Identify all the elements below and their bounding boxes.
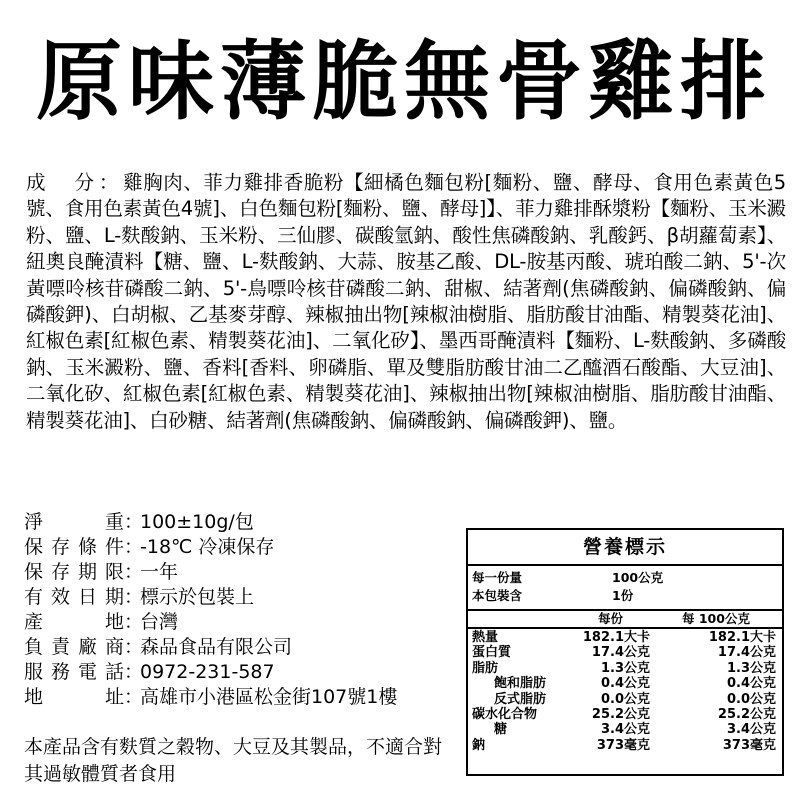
nutrition-column-headers <box>468 611 782 629</box>
nutrition-title: 營養標示 <box>468 530 782 566</box>
ingredients-list: 雞胸肉、菲力雞排香脆粉【細橘色麵包粉[麵粉、鹽、酵母、食用色素黃色5號、食用色素黃色4號]、白色麵包粉[麵粉、鹽、酵母]】、菲力雞排酥漿粉【麵粉、玉米澱粉、鹽、L-麩酸鈉、玉米粉、三仙膠、碳酸氫鈉、酸性焦磷酸鈉、乳酸鈣、β胡蘿蔔素】、紐奧良醃漬料【糖、鹽、L-麩酸鈉、大蒜、胺基乙酸、DL-胺基丙酸、琥珀酸二鈉、5'-次黃嘌呤核苷磷酸二鈉、5'-鳥嘌呤核苷磷酸二鈉、甜椒、結著劑(焦磷酸鈉、偏磷酸鈉、偏磷酸鉀)、白胡椒、乙基麥芽醇、辣椒抽出物[辣椒油樹脂、脂肪酸甘油酯、精製葵花油]、紅椒色素[紅椒色素、精製葵花油]、二氧化矽】、墨西哥醃漬料【麵粉、L-麩酸鈉、多磷酸鈉、玉米澱粉、鹽、香料[香料、卵磷脂、單及雙脂肪酸甘油二乙醯酒石酸酯、大豆油]、二氧化矽、紅椒色素[紅椒色素、精製葵花油]、辣椒抽出物[辣椒油樹脂、脂肪酸甘油酯、精製葵花油]、白砂糖、結著劑(焦磷酸鈉、偏磷酸鈉、偏磷酸鉀)、鹽。 <box>26 171 786 432</box>
nutrient-per-serving: 373毫克 <box>596 737 650 753</box>
ingredients-text <box>26 170 786 434</box>
info-row-expiry <box>24 585 464 610</box>
allergen-notice: 本產品含有麩質之穀物、大豆及其製品，不適合對其過敏體質者食用 <box>24 736 443 785</box>
nutrient-name: 飽和脂肪 <box>494 676 547 692</box>
nutrient-name: 碳水化合物 <box>472 706 538 722</box>
nutrient-per-serving: 182.1大卡 <box>582 630 650 645</box>
info-key: 淨 重 <box>24 511 124 533</box>
nutrient-name: 反式脂肪 <box>494 691 547 707</box>
info-key: 有效日期 <box>24 586 124 608</box>
ingredients-label: 成 分： <box>26 171 124 194</box>
info-key: 產 地 <box>24 611 124 633</box>
info-colon: ： <box>124 536 144 558</box>
nutrient-per-100g: 0.4公克 <box>726 676 776 692</box>
nutrient-per-100g: 182.1大卡 <box>708 630 776 645</box>
serving-size-label: 每一份量 <box>472 570 523 585</box>
nutrient-per-100g: 17.4公克 <box>717 645 776 661</box>
info-colon: ： <box>124 611 144 633</box>
info-value: 100±10g/包 <box>140 511 254 533</box>
info-value: 標示於包裝上 <box>140 586 255 608</box>
nutrition-row-saturated-fat <box>472 676 778 691</box>
product-info <box>24 510 464 710</box>
info-key: 地 址 <box>24 686 124 708</box>
info-colon: ： <box>124 661 144 683</box>
info-colon: ： <box>124 686 144 708</box>
info-row-storage <box>24 535 464 560</box>
info-key: 服務電話 <box>24 661 124 683</box>
info-row-phone <box>24 660 464 685</box>
nutrient-per-serving: 1.3公克 <box>600 660 650 676</box>
nutrition-row-sugar <box>472 722 778 737</box>
info-value: 0972-231-587 <box>140 661 275 683</box>
info-value: 高雄市小港區松金街107號1樓 <box>140 686 398 708</box>
nutrient-name: 脂肪 <box>472 660 499 676</box>
per-serving-header: 每份 <box>598 611 624 626</box>
info-colon: ： <box>124 511 144 533</box>
info-row-origin <box>24 610 464 635</box>
nutrition-table <box>466 528 784 776</box>
nutrient-per-100g: 0.0公克 <box>726 691 776 707</box>
info-key: 保存條件 <box>24 536 124 558</box>
nutrition-row-carbohydrate <box>472 707 778 722</box>
per-100g-header: 每 100公克 <box>682 611 750 626</box>
info-row-manufacturer <box>24 635 464 660</box>
nutrient-per-serving: 17.4公克 <box>591 645 650 661</box>
info-row-shelf-life <box>24 560 464 585</box>
nutrition-row-calories <box>472 630 778 645</box>
info-row-address <box>24 685 464 710</box>
nutrient-per-100g: 3.4公克 <box>726 722 776 738</box>
serving-size-value: 100公克 <box>612 570 664 585</box>
serving-size-row <box>472 569 778 587</box>
nutrition-row-trans-fat <box>472 692 778 707</box>
nutrient-name: 鈉 <box>472 737 486 753</box>
nutrient-name: 糖 <box>494 722 508 738</box>
product-title: 原味薄脆無骨雞排 <box>36 31 772 132</box>
info-colon: ： <box>124 561 144 583</box>
servings-per-pack-row <box>472 587 778 605</box>
nutrient-per-serving: 3.4公克 <box>600 722 650 738</box>
servings-label: 本包裝含 <box>472 588 523 603</box>
info-value: 森品食品有限公司 <box>140 636 293 658</box>
nutrient-per-serving: 0.4公克 <box>600 676 650 692</box>
nutrition-row-protein <box>472 645 778 660</box>
nutrient-per-100g: 25.2公克 <box>717 706 776 722</box>
nutrient-per-serving: 25.2公克 <box>591 706 650 722</box>
nutrient-per-100g: 373毫克 <box>722 737 776 753</box>
nutrient-name: 蛋白質 <box>472 645 512 661</box>
nutrient-per-100g: 1.3公克 <box>726 660 776 676</box>
servings-value: 1份 <box>612 588 634 603</box>
nutrient-name: 熱量 <box>472 630 499 645</box>
nutrition-rows <box>468 629 782 754</box>
info-value: -18℃ 冷凍保存 <box>140 536 275 558</box>
info-colon: ： <box>124 636 144 658</box>
info-row-net-weight <box>24 510 464 535</box>
nutrition-row-fat <box>472 661 778 676</box>
info-value: 一年 <box>140 561 179 583</box>
nutrient-per-serving: 0.0公克 <box>600 691 650 707</box>
info-key: 保存期限 <box>24 561 124 583</box>
info-value: 台灣 <box>140 611 179 633</box>
nutrition-serving-info <box>468 566 782 611</box>
info-key: 負責廠商 <box>24 636 124 658</box>
nutrition-row-sodium <box>472 738 778 753</box>
info-colon: ： <box>124 586 144 608</box>
